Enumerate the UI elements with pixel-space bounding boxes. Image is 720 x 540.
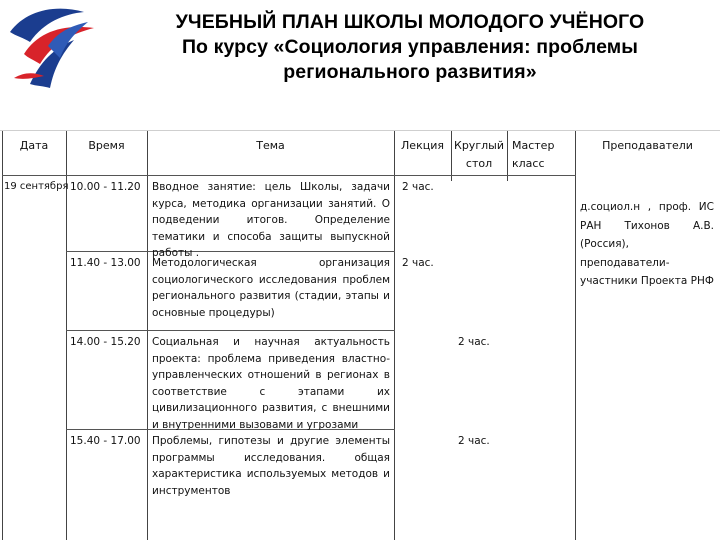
column-header-masterclass (507, 137, 575, 173)
roundtable-cell: 2 час. (458, 435, 490, 447)
teachers-cell: д.социол.н , проф. ИС РАН Тихонов А.В. (Россия), преподаватели-участники Проекта РНФ (580, 201, 714, 287)
column-divider (575, 131, 576, 540)
column-header-teachers: Преподаватели (602, 139, 693, 152)
time-cell: 11.40 - 13.00 (70, 257, 141, 269)
column-header-date: Дата (19, 139, 49, 152)
topic-cell: Социальная и научная актуальность проекта: проблема приведения властно-управленческих отношений в регионах в соответствие с этапами их цивилизационного развития, с внешними и внутренними вызовами и угрозами (152, 336, 390, 431)
column-divider (394, 131, 395, 540)
column-header-masterclass-line2: класс (512, 157, 545, 170)
lecture-cell: 2 час. (402, 257, 434, 269)
column-header-roundtable-line1: Круглый (454, 139, 504, 152)
title-line-2: По курсу «Социология управления: проблемы (181, 36, 639, 58)
column-header-roundtable (451, 137, 507, 173)
topic-cell: Методологическая организация социологического исследования проблем регионального развития (стадии, этапы и основные процедуры) (152, 257, 390, 319)
row-divider (2, 175, 576, 176)
title-line-3: регионального развития» (283, 61, 537, 83)
time-cell: 15.40 - 17.00 (70, 435, 141, 447)
title-line-1: УЧЕБНЫЙ ПЛАН ШКОЛЫ МОЛОДОГО УЧЁНОГО (175, 11, 645, 33)
page-title (100, 10, 720, 85)
column-divider (147, 131, 148, 540)
column-header-lecture: Лекция (401, 139, 444, 152)
time-cell: 10.00 - 11.20 (70, 181, 141, 193)
university-emblem-icon (4, 2, 102, 90)
table-border-left (2, 131, 3, 540)
schedule-table (0, 131, 720, 540)
row-divider (66, 330, 395, 331)
time-cell: 14.00 - 15.20 (70, 336, 141, 348)
column-header-masterclass-line1: Мастер (512, 139, 555, 152)
column-header-time: Время (88, 139, 125, 152)
topic-cell: Вводное занятие: цель Школы, задачи курса, методика организации занятий. О подведении итогов. Определение тематики и способа защиты выпускной работы . (152, 181, 390, 260)
column-header-topic: Тема (256, 139, 285, 152)
roundtable-cell: 2 час. (458, 336, 490, 348)
date-cell: 19 сентября (4, 181, 69, 192)
topic-cell: Проблемы, гипотезы и другие элементы программы исследования. общая характеристика используемых методов и инструментов (152, 435, 390, 497)
column-header-roundtable-line2: стол (465, 157, 493, 170)
lecture-cell: 2 час. (402, 181, 434, 193)
